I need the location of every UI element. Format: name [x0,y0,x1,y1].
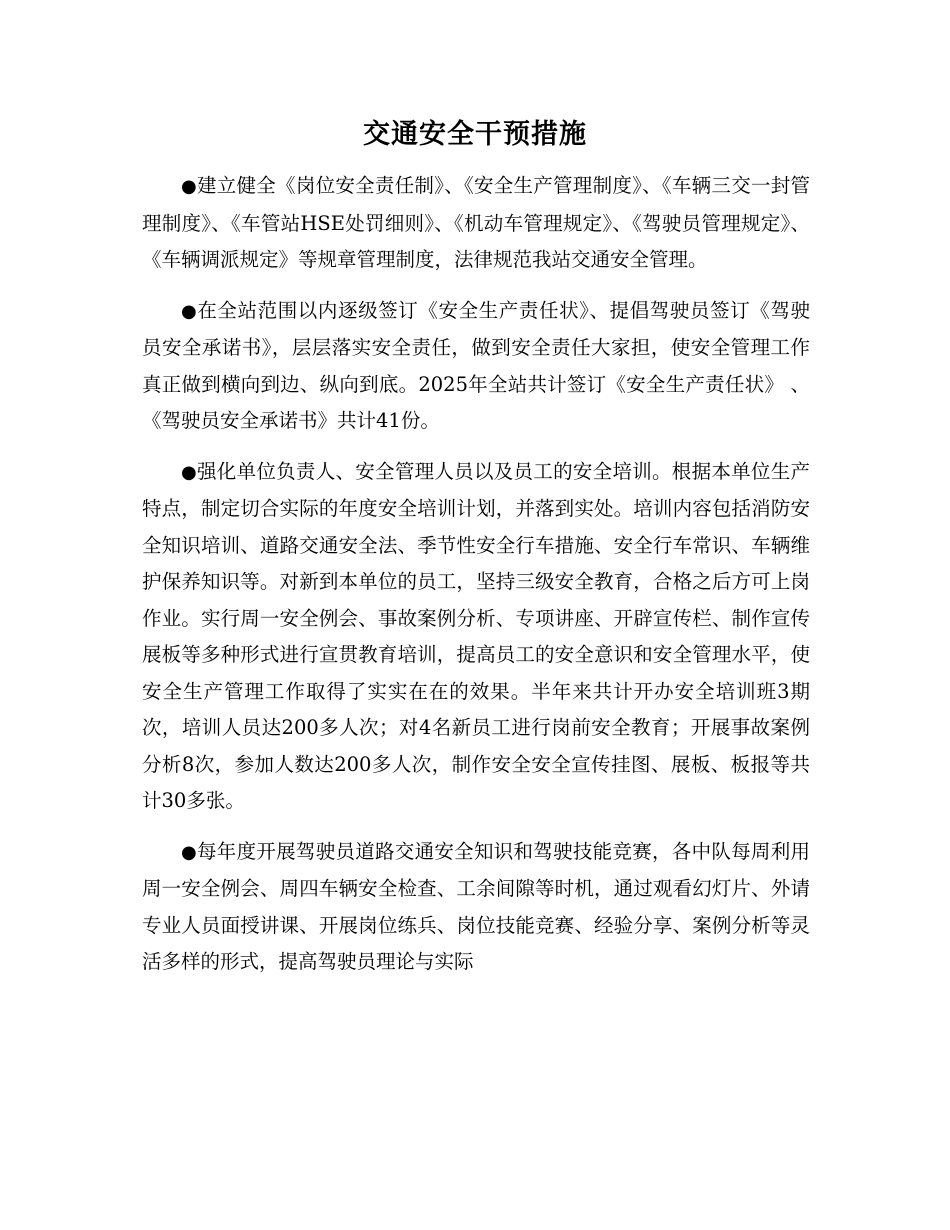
bullet-icon: ● [181,300,198,322]
paragraph-text: 强化单位负责人、安全管理人员以及员工的安全培训。根据本单位生产特点，制定切合实际的年度安全培训计划，并落到实处。培训内容包括消防安全知识培训、道路交通安全法、季节性安全行车措施、安全行车常识、车辆维护保养知识等。对新到本单位的员工，坚持三级安全教育，合格之后方可上岗作业。实行周一安全例会、事故案例分析、专项讲座、开辟宣传栏、制作宣传展板等多种形式进行宣贯教育培训，提高员工的安全意识和安全管理水平，使安全生产管理工作取得了实实在在的效果。半年来共计开办安全培训班3期次，培训人员达200多人次；对4名新员工进行岗前安全教育；开展事故案例分析8次，参加人数达200多人次，制作安全安全宣传挂图、展板、板报等共计30多张。 [142,459,810,812]
document-body [142,168,810,995]
bullet-icon: ● [181,841,197,863]
bullet-icon: ● [181,461,197,483]
paragraph-text: 在全站范围以内逐级签订《安全生产责任状》、提倡驾驶员签订《驾驶员安全承诺书》，层层落实安全责任，做到安全责任大家担，使安全管理工作真正做到横向到边、纵向到底。2025年全站共计签订《安全生产责任状》 、《驾驶员安全承诺书》共计41份。 [142,298,810,432]
bullet-icon: ● [181,176,197,197]
paragraph-responsibility-contracts [142,293,810,440]
paragraph-text: 每年度开展驾驶员道路交通安全知识和驾驶技能竞赛，各中队每周利用周一安全例会、周四车辆安全检查、工余间隙等时机，通过观看幻灯片、外请专业人员面授讲课、开展岗位练兵、岗位技能竞赛、经验分享、案例分析等灵活多样的形式，提高驾驶员理论与实际 [142,839,810,973]
paragraph-text: 建立健全《岗位安全责任制》、《安全生产管理制度》、《车辆三交一封管理制度》、《车管站HSE处罚细则》、《机动车管理规定》、《驾驶员管理规定》、《车辆调派规定》等规章管理制度，法律规范我站交通安全管理。 [142,174,810,271]
document-title: 交通安全干预措施 [363,119,587,150]
paragraph-safety-training [142,454,810,820]
paragraph-responsibility-systems [142,168,810,279]
paragraph-driver-competition [142,834,810,981]
